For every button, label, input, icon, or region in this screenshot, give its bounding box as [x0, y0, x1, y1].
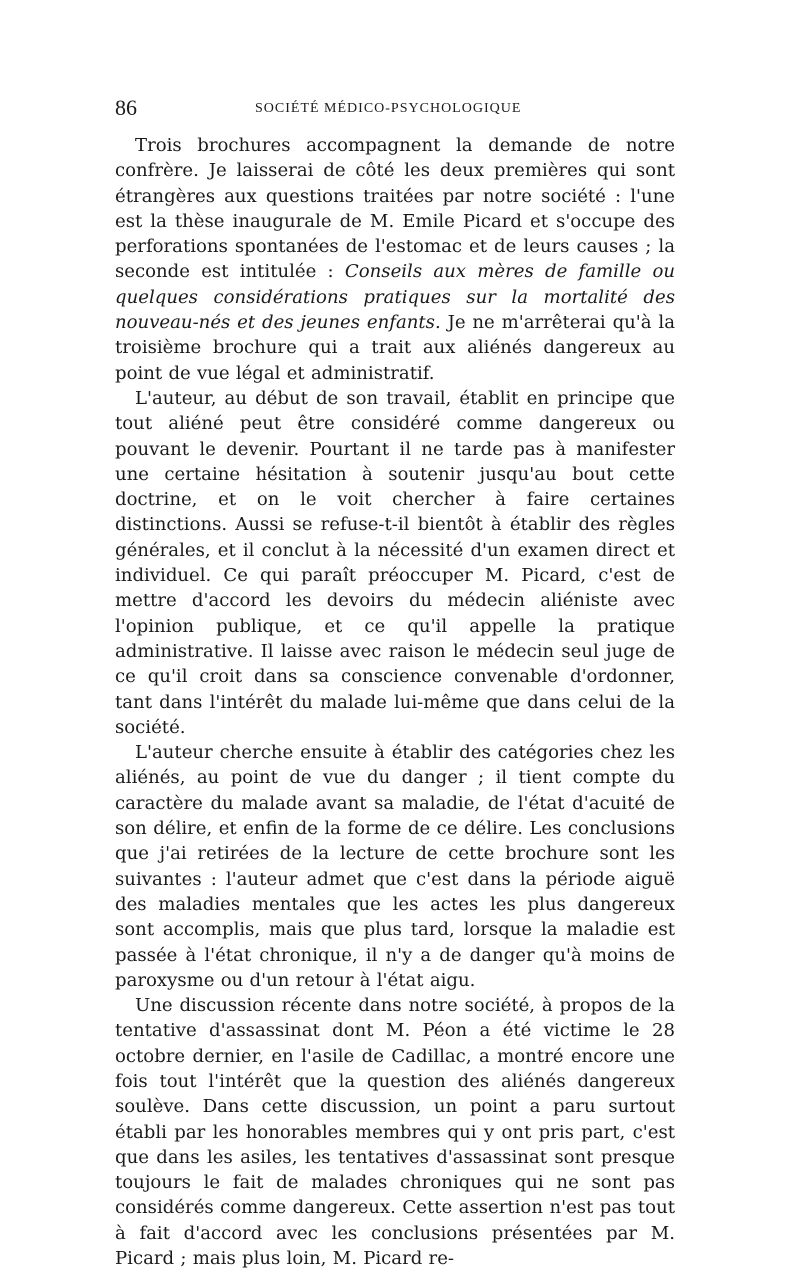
- paragraph-1-text-before: Trois brochures accompagnent la demande de notre confrère. Je laisserai de côté les deux premières qui sont étrangères aux questions traitées par notre société : l'une est la thèse inaugurale de M. Emile Picard et s'occupe des perforations spontanées de l'estomac et de leurs causes ; la seconde est intitulée :: [115, 135, 675, 283]
- paragraph-1-italic-title: Conseils aux mères de famille ou quelques considérations pratiques sur la mortalité des nouveau-nés et des jeunes enfants.: [115, 261, 675, 334]
- book-page: [115, 95, 675, 1271]
- running-title: SOCIÉTÉ MÉDICO-PSYCHOLOGIQUE: [255, 101, 522, 116]
- page-header: [115, 95, 675, 125]
- page-number: 86: [115, 95, 137, 120]
- paragraph-1: [115, 133, 675, 386]
- paragraph-1-text-after: Je ne m'arrêterai qu'à la troisième brochure qui a trait aux aliénés dangereux au point de vue légal et administratif.: [115, 312, 675, 384]
- paragraph-4: Une discussion récente dans notre société, à propos de la tentative d'assassinat dont M. Péon a été victime le 28 octobre dernier, en l'asile de Cadillac, a montré encore une fois tout l'intérêt que la question des aliénés dangereux soulève. Dans cette discussion, un point a paru surtout établi par les honorables membres qui y ont pris part, c'est que dans les asiles, les tentatives d'assassinat sont presque toujours le fait de malades chroniques qui ne sont pas considérés comme dangereux. Cette assertion n'est pas tout à fait d'accord avec les conclusions présentées par M. Picard ; mais plus loin, M. Picard re-: [115, 995, 675, 1270]
- paragraph-3: L'auteur cherche ensuite à établir des catégories chez les aliénés, au point de vue du danger ; il tient compte du caractère du malade avant sa maladie, de l'état d'acuité de son délire, et enfin de la forme de ce délire. Les conclusions que j'ai retirées de la lecture de cette brochure sont les suivantes : l'auteur admet que c'est dans la période aiguë des maladies mentales que les actes les plus dangereux sont accomplis, mais que plus tard, lorsque la maladie est passée à l'état chronique, il n'y a de danger qu'à moins de paroxysme ou d'un retour à l'état aigu.: [115, 742, 675, 991]
- paragraph-2: L'auteur, au début de son travail, établit en principe que tout aliéné peut être considéré comme dangereux ou pouvant le devenir. Pourtant il ne tarde pas à manifester une certaine hésitation à soutenir jusqu'au bout cette doctrine, et on le voit chercher à faire certaines distinctions. Aussi se refuse-t-il bientôt à établir des règles générales, et il conclut à la nécessité d'un examen direct et individuel. Ce qui paraît préoccuper M. Picard, c'est de mettre d'accord les devoirs du médecin aliéniste avec l'opinion publique, et ce qu'il appelle la pratique administrative. Il laisse avec raison le médecin seul juge de ce qu'il croit dans sa conscience convenable d'ordonner, tant dans l'intérêt du malade lui-même que dans celui de la société.: [115, 387, 675, 738]
